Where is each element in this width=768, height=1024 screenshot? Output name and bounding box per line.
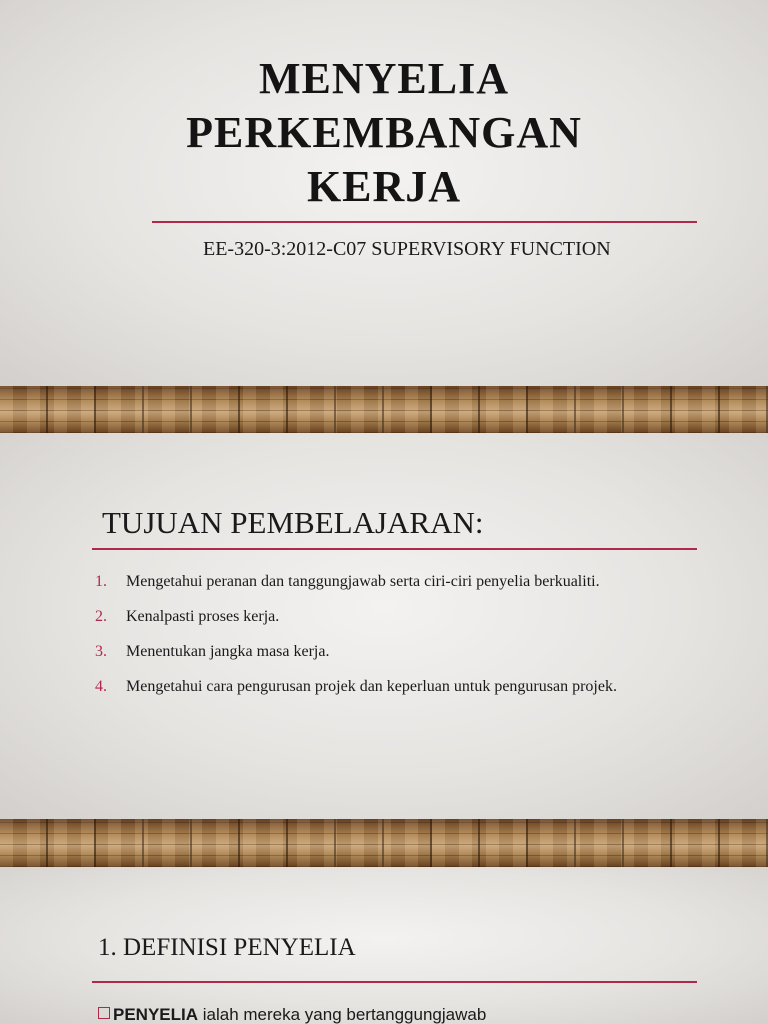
checkbox-bullet-icon xyxy=(98,1007,110,1019)
title-divider xyxy=(152,221,697,223)
list-text: Mengetahui peranan dan tanggungjawab serta ciri-ciri penyelia berkualiti. xyxy=(126,573,600,590)
list-item xyxy=(95,638,675,665)
list-item xyxy=(95,673,675,700)
objectives-list xyxy=(95,568,675,708)
definition-term: PENYELIA xyxy=(113,1005,199,1024)
list-text: Mengetahui cara pengurusan projek dan keperluan untuk pengurusan projek. xyxy=(126,678,617,695)
slide-title xyxy=(0,0,768,386)
definition-text xyxy=(98,1005,486,1024)
list-text: Menentukan jangka masa kerja. xyxy=(126,643,330,660)
definition-body: ialah mereka yang bertanggungjawab xyxy=(198,1005,487,1024)
title-line: KERJA xyxy=(306,162,462,211)
objectives-divider xyxy=(92,548,697,550)
definition-divider xyxy=(92,981,697,983)
objectives-heading: TUJUAN PEMBELAJARAN: xyxy=(102,505,484,540)
slide-subtitle: EE-320-3:2012-C07 SUPERVISORY FUNCTION xyxy=(203,238,611,260)
slide-title-heading xyxy=(0,52,768,214)
wood-floor-divider xyxy=(0,386,768,433)
slide-objectives xyxy=(0,433,768,819)
title-line: MENYELIA xyxy=(258,54,510,103)
list-number: 3. xyxy=(95,643,107,660)
slide-definition xyxy=(0,867,768,1024)
title-line: PERKEMBANGAN xyxy=(186,108,582,157)
definition-heading: 1. DEFINISI PENYELIA xyxy=(98,934,356,961)
list-number: 2. xyxy=(95,608,107,625)
wood-floor-divider xyxy=(0,819,768,867)
list-number: 1. xyxy=(95,573,107,590)
list-item xyxy=(95,568,675,595)
list-text: Kenalpasti proses kerja. xyxy=(126,608,280,625)
list-number: 4. xyxy=(95,678,107,695)
list-item xyxy=(95,603,675,630)
